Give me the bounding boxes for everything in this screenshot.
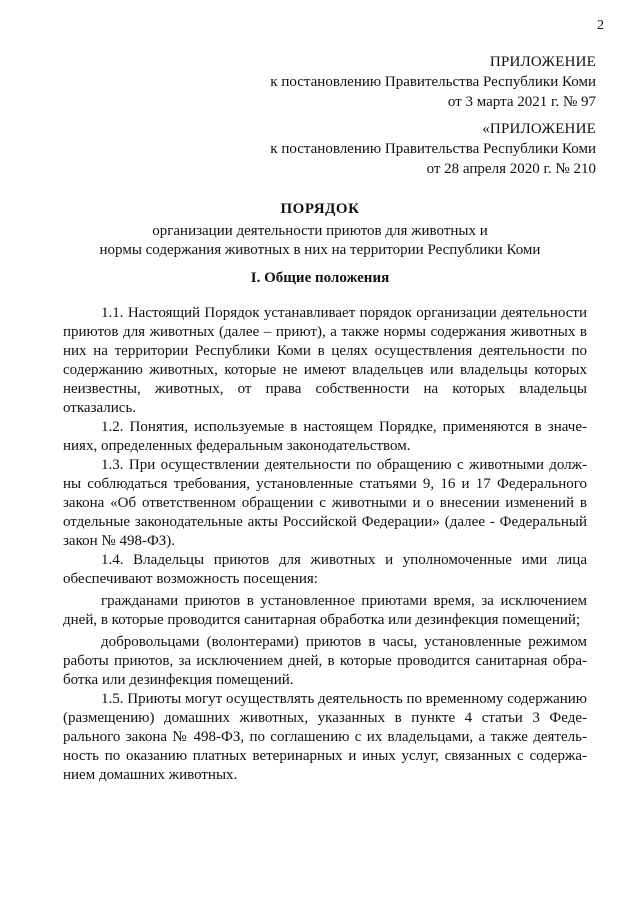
document-subtitle-line1: организации деятельности приютов для животных и xyxy=(152,223,488,239)
appendix-current-title: ПРИЛОЖЕНИЕ xyxy=(489,54,596,70)
appendix-current-line2: от 3 марта 2021 г. № 97 xyxy=(447,94,596,110)
appendix-original-title: «ПРИЛОЖЕНИЕ xyxy=(482,121,596,137)
paragraph-1-2: 1.2. Понятия, используемые в настоящем Порядке, применяются в значениях, определенных федеральным законодательством. xyxy=(63,419,587,454)
section-heading: I. Общие положения xyxy=(250,270,390,286)
paragraph-1-4: 1.4. Владельцы приютов для животных и уполномоченные ими лица обеспечивают возможность посещения: xyxy=(63,552,587,587)
page-number: 2 xyxy=(597,18,604,33)
paragraph-1-4-citizens: гражданами приютов в установленное приютами время, за исключением дней, в которые проводится санитарная обработка или дезинфекция помещений; xyxy=(63,593,587,628)
appendix-original-line2: от 28 апреля 2020 г. № 210 xyxy=(426,161,596,177)
paragraph-1-3: 1.3. При осуществлении деятельности по обращению с животными должны соблюдаться требования, установленные статьями 9, 16 и 17 Федерального закона «Об ответственном обращении с животными и о внесении изменений в отдельные законодательные акты Российской Федерации» (далее - Федеральный закон № 498-ФЗ). xyxy=(63,457,587,549)
appendix-original-block xyxy=(270,119,596,179)
section-body xyxy=(63,304,587,785)
appendix-current-line1: к постановлению Правительства Республики Коми xyxy=(270,74,596,90)
paragraph-1-1: 1.1. Настоящий Порядок устанавливает порядок организации деятельности приютов для животных (далее – приют), а также нормы содержания животных в них на территории Республики Коми в целях осуществления деятельности по содержанию животных, которые не имеют владельцев или владельцы которых неизвестны, животных, от права собственности на которых владельцы отказались. xyxy=(63,305,587,416)
paragraph-1-5: 1.5. Приюты могут осуществлять деятельность по временному содержанию (размещению) домашних животных, указанных в пункте 4 статьи 3 Федерального закона № 498-ФЗ, по соглашению с их владельцами, а также деятельность по оказанию платных ветеринарных и иных услуг, связанных с содержанием домашних животных. xyxy=(63,691,587,783)
appendix-original-line1: к постановлению Правительства Республики Коми xyxy=(270,141,596,157)
document-title: ПОРЯДОК xyxy=(280,201,360,217)
document-subtitle xyxy=(0,222,640,260)
document-subtitle-line2: нормы содержания животных в них на территории Республики Коми xyxy=(99,242,541,258)
paragraph-1-4-volunteers: добровольцами (волонтерами) приютов в часы, установленные режимом работы приютов, за исключением дней, в которые проводится санитарная обработка или дезинфекция помещений. xyxy=(63,634,587,688)
appendix-current-block xyxy=(270,52,596,112)
